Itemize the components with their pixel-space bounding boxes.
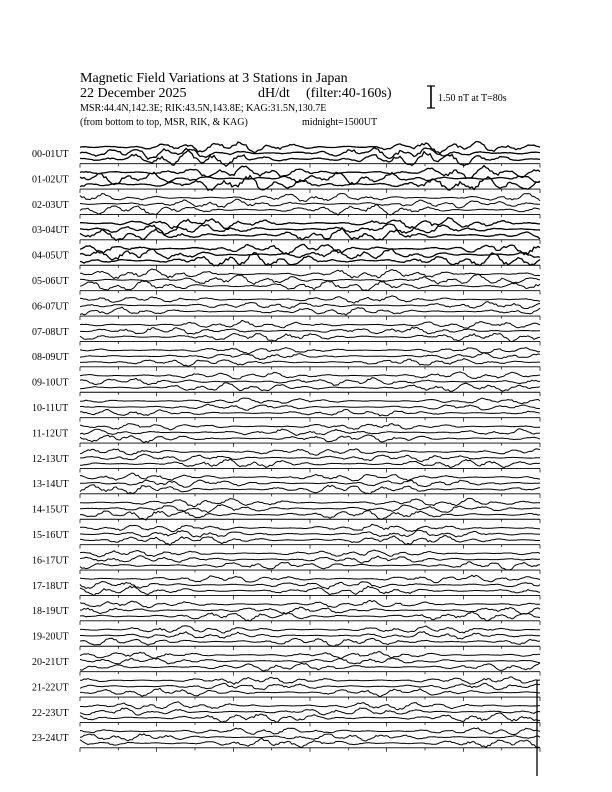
row-label: 11-12UT bbox=[32, 428, 69, 440]
trace-rik bbox=[80, 404, 540, 410]
trace-kag bbox=[80, 296, 540, 303]
row-label: 16-17UT bbox=[32, 555, 69, 567]
trace-rik bbox=[80, 530, 540, 537]
trace-msr bbox=[80, 435, 540, 443]
trace-msr bbox=[80, 511, 540, 520]
row-label: 08-09UT bbox=[32, 352, 69, 364]
station-list: MSR:44.4N,142.3E; RIK:43.5N,143.8E; KAG:31.5N,130.7E bbox=[80, 103, 327, 114]
trace-rik bbox=[80, 327, 540, 334]
trace-msr bbox=[80, 663, 540, 671]
trace-msr bbox=[80, 281, 540, 291]
row-label: 05-06UT bbox=[32, 276, 69, 287]
row-label: 00-01UT bbox=[32, 149, 69, 160]
trace-rik bbox=[80, 148, 540, 159]
trace-msr bbox=[80, 307, 540, 315]
trace-rik bbox=[80, 505, 540, 513]
trace-rik bbox=[80, 249, 540, 260]
trace-rik bbox=[80, 658, 540, 664]
trace-msr bbox=[80, 485, 540, 494]
trace-rik bbox=[80, 429, 540, 436]
row-label: 17-18UT bbox=[32, 580, 69, 592]
trace-kag bbox=[80, 398, 540, 404]
trace-kag bbox=[80, 550, 540, 557]
trace-msr bbox=[80, 739, 540, 748]
trace-msr bbox=[80, 562, 540, 570]
row-label: 20-21UT bbox=[32, 657, 69, 668]
trace-msr bbox=[80, 359, 540, 367]
trace-kag bbox=[80, 677, 540, 684]
trace-kag bbox=[80, 269, 540, 279]
trace-msr bbox=[80, 409, 540, 416]
row-label: 21-22UT bbox=[32, 682, 69, 694]
trace-kag bbox=[80, 348, 540, 354]
filter-label: (filter:40-160s) bbox=[306, 86, 392, 101]
trace-msr bbox=[80, 688, 540, 697]
trace-kag bbox=[80, 626, 540, 633]
row-label: 07-08UT bbox=[32, 326, 69, 338]
trace-msr bbox=[80, 536, 540, 546]
trace-kag bbox=[80, 194, 540, 202]
trace-kag bbox=[80, 524, 540, 532]
station-order-note: (from bottom to top, MSR, RIK, & KAG) bbox=[80, 117, 248, 128]
row-label: 13-14UT bbox=[32, 479, 69, 491]
trace-msr bbox=[80, 333, 540, 341]
trace-rik bbox=[80, 632, 540, 639]
row-label: 15-16UT bbox=[32, 530, 69, 541]
trace-msr bbox=[80, 459, 540, 468]
chart-title: Magnetic Field Variations at 3 Stations in Japan bbox=[80, 71, 348, 86]
trace-rik bbox=[80, 353, 540, 360]
trace-msr bbox=[80, 612, 540, 622]
trace-kag bbox=[80, 449, 540, 455]
trace-kag bbox=[80, 320, 540, 328]
quantity-label: dH/dt bbox=[258, 86, 290, 101]
trace-msr bbox=[80, 586, 540, 595]
trace-rik bbox=[80, 224, 540, 234]
trace-rik bbox=[80, 378, 540, 386]
trace-rik bbox=[80, 302, 540, 309]
row-label: 09-10UT bbox=[32, 377, 69, 389]
trace-kag bbox=[80, 575, 540, 582]
trace-kag bbox=[80, 218, 540, 229]
chart-date: 22 December 2025 bbox=[80, 86, 187, 101]
row-label: 03-04UT bbox=[32, 225, 69, 237]
row-label: 02-03UT bbox=[32, 199, 69, 211]
trace-rik bbox=[80, 582, 540, 590]
trace-rik bbox=[80, 607, 540, 614]
row-label: 19-20UT bbox=[32, 631, 69, 643]
trace-kag bbox=[80, 498, 540, 506]
trace-rik bbox=[80, 708, 540, 715]
trace-kag bbox=[80, 600, 540, 608]
row-label: 10-11UT bbox=[32, 403, 69, 414]
row-label: 12-13UT bbox=[32, 453, 69, 465]
trace-rik bbox=[80, 734, 540, 741]
trace-rik bbox=[80, 199, 540, 208]
midnight-note: midnight=1500UT bbox=[302, 117, 378, 128]
trace-kag bbox=[80, 702, 540, 710]
trace-kag bbox=[80, 473, 540, 481]
row-label: 22-23UT bbox=[32, 707, 69, 719]
trace-msr bbox=[80, 713, 540, 722]
trace-msr bbox=[80, 205, 540, 216]
row-label: 01-02UT bbox=[32, 174, 69, 186]
trace-kag bbox=[80, 652, 540, 659]
scale-bar-label: 1.50 nT at T=80s bbox=[438, 93, 507, 104]
trace-kag bbox=[80, 424, 540, 430]
trace-kag bbox=[80, 728, 540, 735]
row-label: 23-24UT bbox=[32, 733, 69, 745]
row-label: 18-19UT bbox=[32, 606, 69, 618]
trace-kag bbox=[80, 142, 540, 154]
row-label: 04-05UT bbox=[32, 250, 69, 262]
row-label: 14-15UT bbox=[32, 504, 69, 516]
trace-kag bbox=[80, 372, 540, 379]
row-label: 06-07UT bbox=[32, 301, 69, 313]
trace-msr bbox=[80, 638, 540, 646]
